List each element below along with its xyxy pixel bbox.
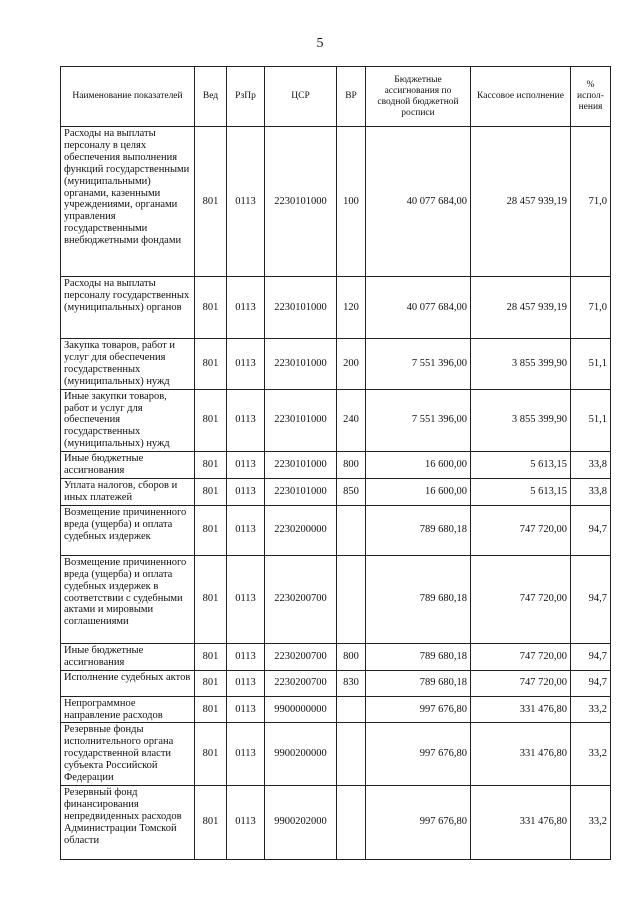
header-ved: Вед xyxy=(195,67,227,127)
row-csr: 2230101000 xyxy=(265,277,337,339)
row-assigned: 16 600,00 xyxy=(366,452,471,479)
row-percent: 33,8 xyxy=(571,452,611,479)
row-vr: 120 xyxy=(337,277,366,339)
row-name: Иные бюджетные ассигнования xyxy=(61,452,195,479)
row-vr: 800 xyxy=(337,643,366,670)
table-row xyxy=(61,670,611,696)
row-assigned: 7 551 396,00 xyxy=(366,339,471,390)
table-row xyxy=(61,277,611,339)
row-ved: 801 xyxy=(195,643,227,670)
header-rzpr: РзПр xyxy=(227,67,265,127)
row-percent: 94,7 xyxy=(571,670,611,696)
row-ved: 801 xyxy=(195,389,227,452)
row-ved: 801 xyxy=(195,478,227,505)
row-name: Возмещение причиненного вреда (ущерба) и оплата судебных издержек в соответствии с судебными актами и мировыми соглашениями xyxy=(61,555,195,643)
row-ved: 801 xyxy=(195,339,227,390)
row-csr: 2230200000 xyxy=(265,505,337,555)
row-csr: 2230200700 xyxy=(265,643,337,670)
row-percent: 94,7 xyxy=(571,555,611,643)
table-row xyxy=(61,339,611,390)
row-executed: 3 855 399,90 xyxy=(471,389,571,452)
row-executed: 331 476,80 xyxy=(471,696,571,723)
table-row xyxy=(61,452,611,479)
row-csr: 2230200700 xyxy=(265,670,337,696)
row-assigned: 997 676,80 xyxy=(366,785,471,859)
row-ved: 801 xyxy=(195,696,227,723)
row-assigned: 40 077 684,00 xyxy=(366,277,471,339)
header-executed: Кассовое исполнение xyxy=(471,67,571,127)
row-percent: 33,2 xyxy=(571,785,611,859)
page-number: 5 xyxy=(316,36,324,51)
row-executed: 3 855 399,90 xyxy=(471,339,571,390)
row-name: Расходы на выплаты персоналу в целях обеспечения выполнения функций государственными (муниципальными) органами, казенными учреждениями, органами управления государственными внебюджетными фондами xyxy=(61,127,195,277)
row-name: Иные бюджетные ассигнования xyxy=(61,643,195,670)
row-vr: 850 xyxy=(337,478,366,505)
header-assigned: Бюджетные ассигнования по сводной бюджетной росписи xyxy=(366,67,471,127)
row-executed: 747 720,00 xyxy=(471,643,571,670)
row-name: Расходы на выплаты персоналу государственных (муниципальных) органов xyxy=(61,277,195,339)
table-row xyxy=(61,696,611,723)
row-rzpr: 0113 xyxy=(227,339,265,390)
row-ved: 801 xyxy=(195,505,227,555)
row-assigned: 16 600,00 xyxy=(366,478,471,505)
row-percent: 33,8 xyxy=(571,478,611,505)
row-name: Непрограммное направление расходов xyxy=(61,696,195,723)
row-assigned: 997 676,80 xyxy=(366,696,471,723)
row-name: Исполнение судебных актов xyxy=(61,670,195,696)
row-ved: 801 xyxy=(195,277,227,339)
row-csr: 2230101000 xyxy=(265,339,337,390)
row-percent: 51,1 xyxy=(571,339,611,390)
row-assigned: 789 680,18 xyxy=(366,555,471,643)
row-ved: 801 xyxy=(195,127,227,277)
row-rzpr: 0113 xyxy=(227,643,265,670)
table-row xyxy=(61,127,611,277)
row-csr: 2230101000 xyxy=(265,389,337,452)
table-row xyxy=(61,643,611,670)
row-executed: 747 720,00 xyxy=(471,555,571,643)
header-csr: ЦСР xyxy=(265,67,337,127)
row-executed: 5 613,15 xyxy=(471,452,571,479)
row-csr: 9900000000 xyxy=(265,696,337,723)
row-rzpr: 0113 xyxy=(227,696,265,723)
table-row xyxy=(61,505,611,555)
row-name: Резервные фонды исполнительного органа государственной власти субъекта Российской Федерации xyxy=(61,723,195,786)
row-executed: 28 457 939,19 xyxy=(471,277,571,339)
table-row xyxy=(61,478,611,505)
table-row xyxy=(61,555,611,643)
table-row xyxy=(61,723,611,786)
row-rzpr: 0113 xyxy=(227,127,265,277)
row-vr xyxy=(337,785,366,859)
table-header-row xyxy=(61,67,611,127)
row-rzpr: 0113 xyxy=(227,452,265,479)
row-assigned: 7 551 396,00 xyxy=(366,389,471,452)
row-executed: 331 476,80 xyxy=(471,723,571,786)
row-vr: 100 xyxy=(337,127,366,277)
row-vr xyxy=(337,696,366,723)
row-vr xyxy=(337,723,366,786)
row-ved: 801 xyxy=(195,452,227,479)
row-csr: 2230101000 xyxy=(265,127,337,277)
row-vr: 800 xyxy=(337,452,366,479)
row-percent: 51,1 xyxy=(571,389,611,452)
row-assigned: 789 680,18 xyxy=(366,643,471,670)
row-csr: 2230101000 xyxy=(265,452,337,479)
row-name: Возмещение причиненного вреда (ущерба) и оплата судебных издержек xyxy=(61,505,195,555)
row-rzpr: 0113 xyxy=(227,670,265,696)
row-rzpr: 0113 xyxy=(227,277,265,339)
row-percent: 33,2 xyxy=(571,723,611,786)
row-assigned: 997 676,80 xyxy=(366,723,471,786)
row-rzpr: 0113 xyxy=(227,505,265,555)
row-percent: 33,2 xyxy=(571,696,611,723)
row-vr: 200 xyxy=(337,339,366,390)
row-name: Резервный фонд финансирования непредвиденных расходов Администрации Томской области xyxy=(61,785,195,859)
row-rzpr: 0113 xyxy=(227,723,265,786)
row-vr xyxy=(337,505,366,555)
row-vr xyxy=(337,555,366,643)
row-rzpr: 0113 xyxy=(227,555,265,643)
header-vr: ВР xyxy=(337,67,366,127)
row-csr: 2230200700 xyxy=(265,555,337,643)
row-percent: 94,7 xyxy=(571,643,611,670)
row-name: Иные закупки товаров, работ и услуг для обеспечения государственных (муниципальных) нужд xyxy=(61,389,195,452)
row-assigned: 789 680,18 xyxy=(366,670,471,696)
row-csr: 2230101000 xyxy=(265,478,337,505)
header-percent: % испол-нения xyxy=(571,67,611,127)
row-executed: 747 720,00 xyxy=(471,670,571,696)
row-vr: 240 xyxy=(337,389,366,452)
row-rzpr: 0113 xyxy=(227,478,265,505)
row-assigned: 789 680,18 xyxy=(366,505,471,555)
row-executed: 28 457 939,19 xyxy=(471,127,571,277)
row-ved: 801 xyxy=(195,723,227,786)
row-percent: 71,0 xyxy=(571,277,611,339)
row-assigned: 40 077 684,00 xyxy=(366,127,471,277)
table-row xyxy=(61,389,611,452)
budget-execution-table xyxy=(60,66,611,860)
row-csr: 9900200000 xyxy=(265,723,337,786)
row-executed: 747 720,00 xyxy=(471,505,571,555)
row-name: Уплата налогов, сборов и иных платежей xyxy=(61,478,195,505)
row-csr: 9900202000 xyxy=(265,785,337,859)
row-vr: 830 xyxy=(337,670,366,696)
row-ved: 801 xyxy=(195,670,227,696)
row-ved: 801 xyxy=(195,555,227,643)
table-row xyxy=(61,785,611,859)
row-rzpr: 0113 xyxy=(227,785,265,859)
row-executed: 331 476,80 xyxy=(471,785,571,859)
row-percent: 94,7 xyxy=(571,505,611,555)
row-rzpr: 0113 xyxy=(227,389,265,452)
row-ved: 801 xyxy=(195,785,227,859)
row-name: Закупка товаров, работ и услуг для обеспечения государственных (муниципальных) нужд xyxy=(61,339,195,390)
row-executed: 5 613,15 xyxy=(471,478,571,505)
header-name: Наименование показателей xyxy=(61,67,195,127)
row-percent: 71,0 xyxy=(571,127,611,277)
